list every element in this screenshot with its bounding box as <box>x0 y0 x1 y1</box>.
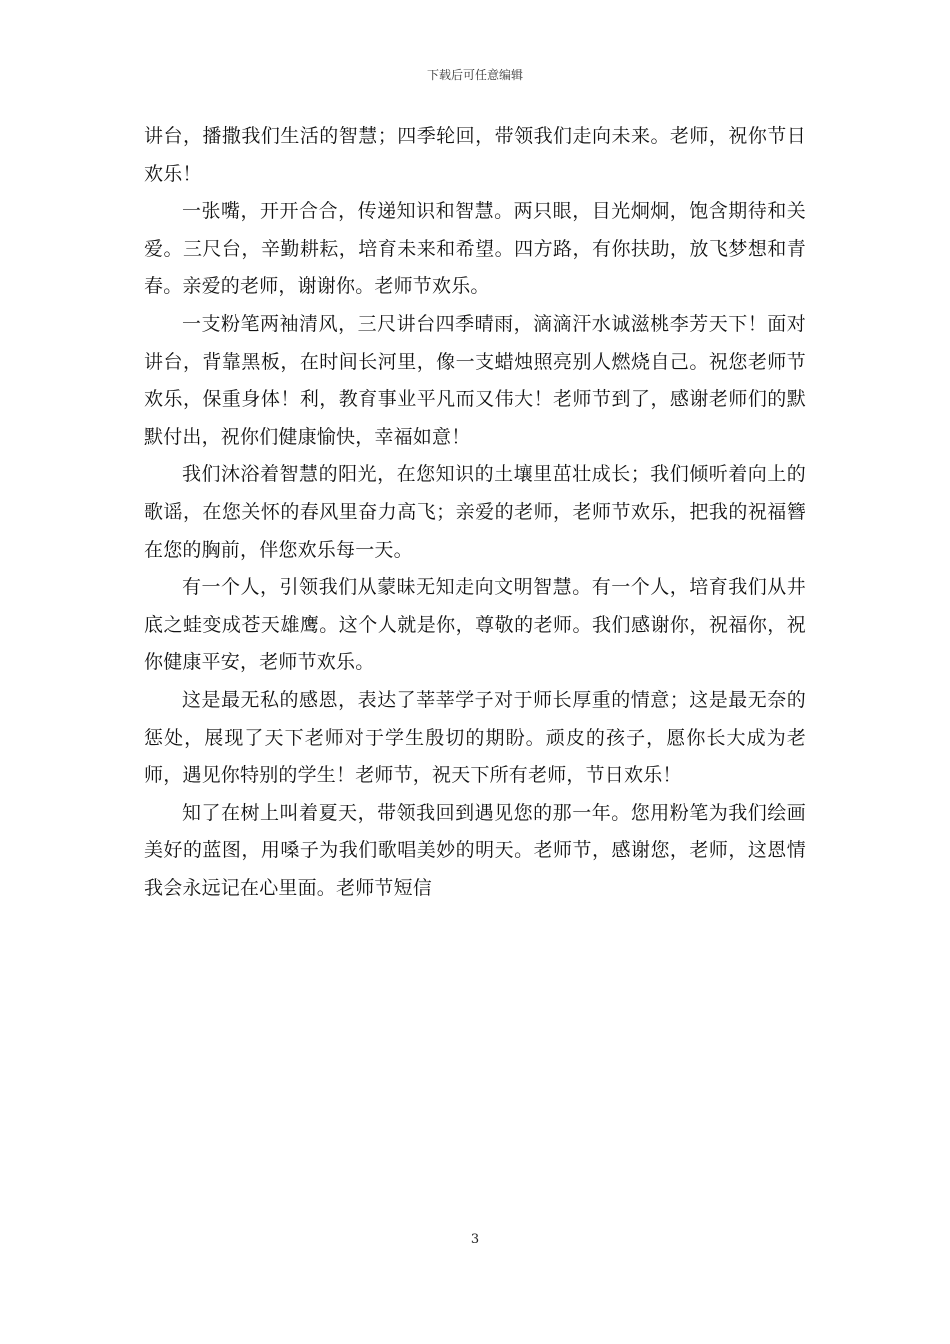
document-body <box>144 118 806 907</box>
paragraph: 我们沐浴着智慧的阳光，在您知识的土壤里茁壮成长；我们倾听着向上的歌谣，在您关怀的春风里奋力高飞；亲爱的老师，老师节欢乐，把我的祝福簪在您的胸前，伴您欢乐每一天。 <box>144 463 806 561</box>
paragraph: 有一个人，引领我们从蒙昧无知走向文明智慧。有一个人，培育我们从井底之蛙变成苍天雄鹰。这个人就是你，尊敬的老师。我们感谢你，祝福你，祝你健康平安，老师节欢乐。 <box>144 576 806 674</box>
paragraph: 知了在树上叫着夏天，带领我回到遇见您的那一年。您用粉笔为我们绘画美好的蓝图，用嗓子为我们歌唱美妙的明天。老师节，感谢您，老师，这恩情我会永远记在心里面。老师节短信 <box>144 801 806 899</box>
paragraph: 讲台，播撒我们生活的智慧；四季轮回，带领我们走向未来。老师，祝你节日欢乐！ <box>144 125 806 185</box>
paragraph: 一张嘴，开开合合，传递知识和智慧。两只眼，目光炯炯，饱含期待和关爱。三尺台，辛勤耕耘，培育未来和希望。四方路，有你扶助，放飞梦想和青春。亲爱的老师，谢谢你。老师节欢乐。 <box>144 200 806 298</box>
page-header: 下载后可任意编辑 <box>426 68 523 82</box>
paragraph: 一支粉笔两袖清风，三尺讲台四季晴雨，滴滴汗水诚滋桃李芳天下！面对讲台，背靠黑板，在时间长河里，像一支蜡烛照亮别人燃烧自己。祝您老师节欢乐，保重身体！利，教育事业平凡而又伟大！老师节到了，感谢老师们的默默付出，祝你们健康愉快，幸福如意！ <box>144 312 806 448</box>
page-number: 3 <box>470 1232 480 1247</box>
paragraph: 这是最无私的感恩，表达了莘莘学子对于师长厚重的情意；这是最无奈的惩处，展现了天下老师对于学生殷切的期盼。顽皮的孩子，愿你长大成为老师，遇见你特别的学生！老师节，祝天下所有老师，节日欢乐！ <box>144 688 806 787</box>
